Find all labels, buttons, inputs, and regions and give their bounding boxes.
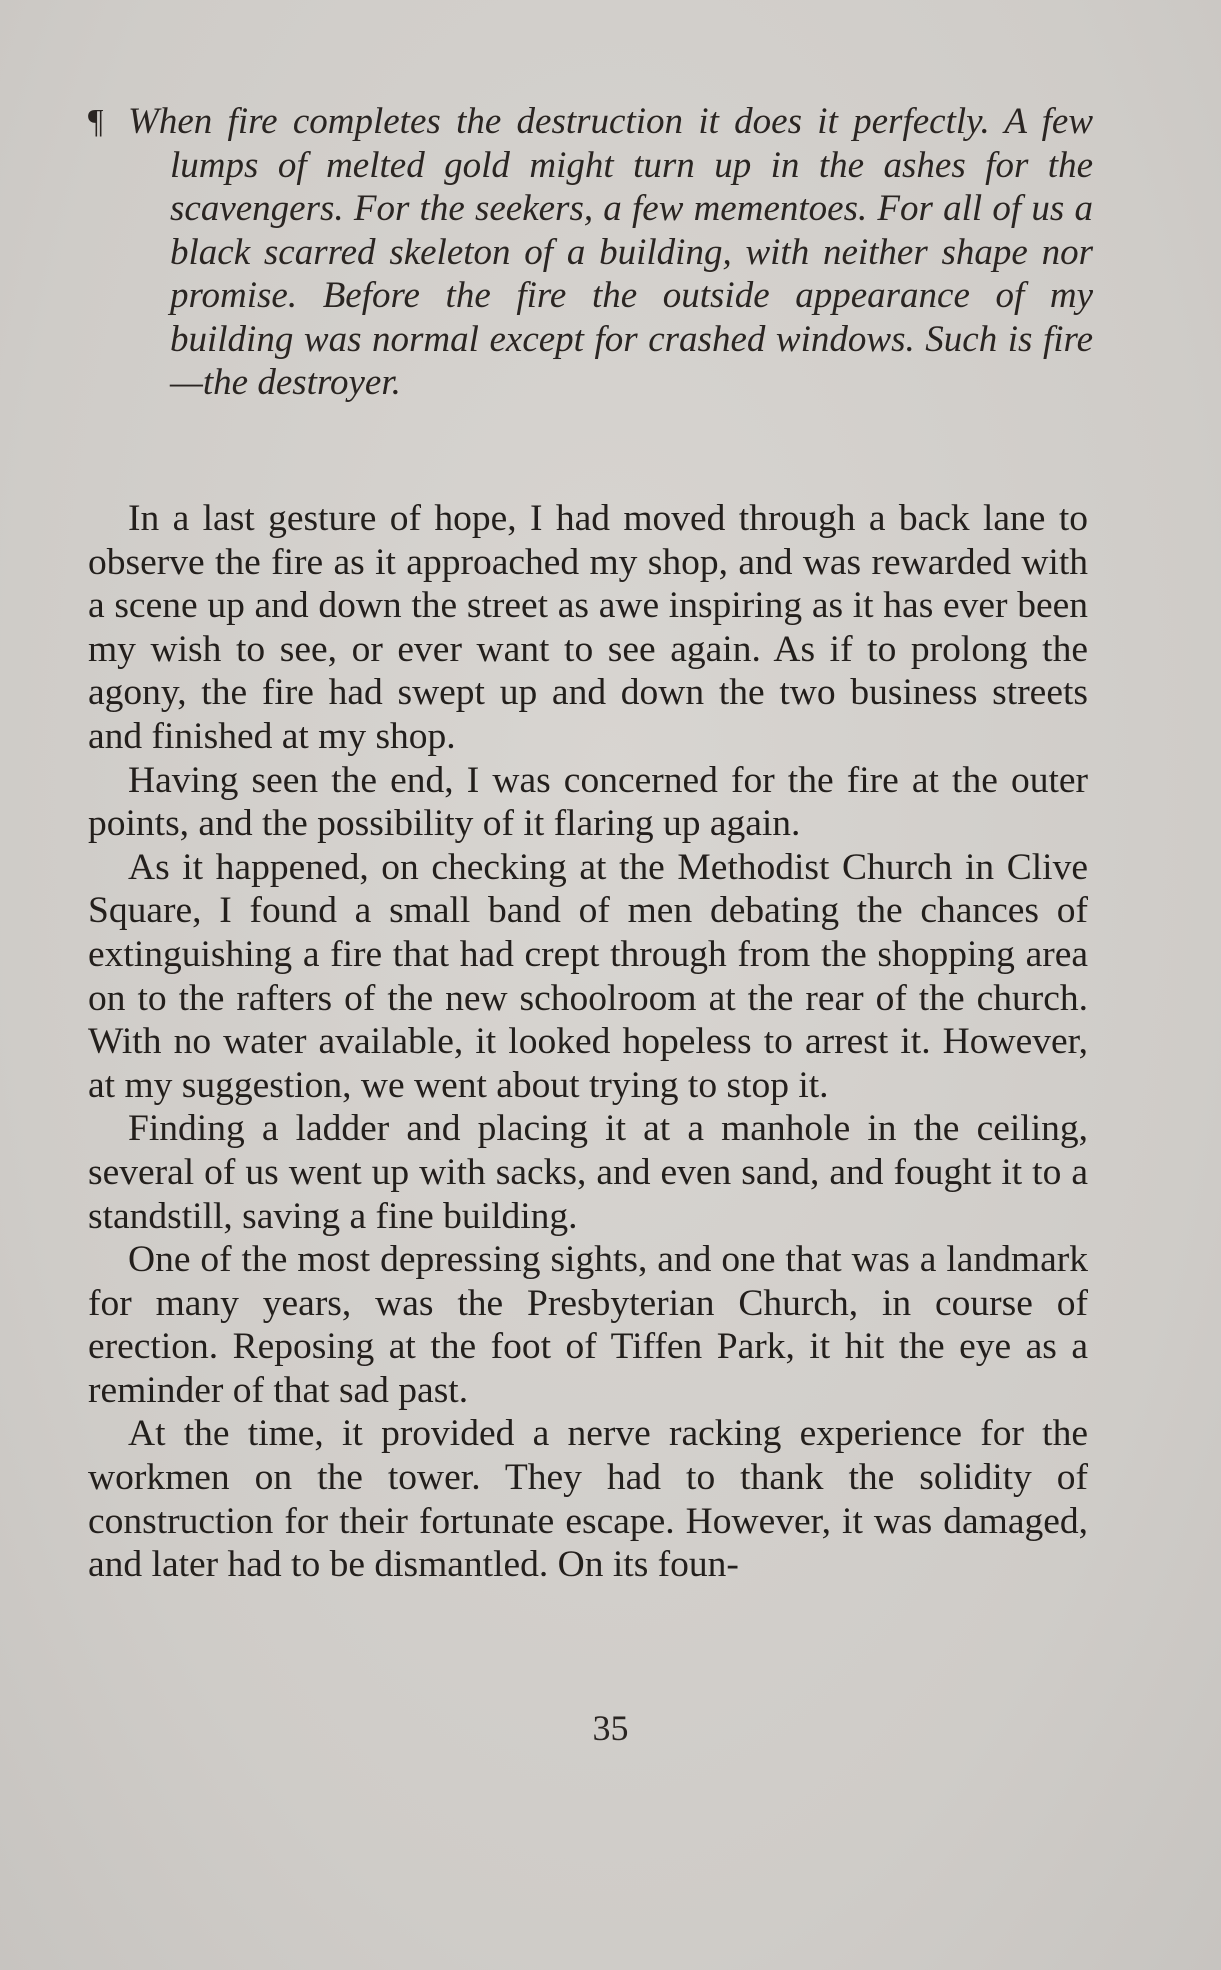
body-text — [88, 497, 1088, 1587]
paragraph-ladder: Finding a ladder and placing it at a manhole in the ceiling, several of us went up with sacks, and even sand, and fought it to a standstill, saving a fine building. — [88, 1108, 1088, 1237]
quote-text: When fire completes the destruction it does it perfectly. A few lumps of melted gold might turn up in the ashes for the scavengers. For the seekers, a few mementoes. For all of us a black scarred skeleton of a building, with neither shape nor promise. Before the fire the outside appearance of my building was normal except for crashed windows. Such is fire—the destroyer. — [128, 101, 1093, 403]
italic-quote-block — [88, 100, 1093, 405]
pilcrow-icon: ¶ — [88, 103, 104, 140]
paragraph-methodist-church: As it happened, on checking at the Methodist Church in Clive Square, I found a small band of men debating the chances of extinguishing a fire that had crept through from the shopping area on to the rafters of the new schoolroom at the rear of the church. With no water available, it looked hopeless to arrest it. However, at my suggestion, we went about trying to stop it. — [88, 846, 1088, 1106]
paragraph-back-lane: In a last gesture of hope, I had moved through a back lane to observe the fire as it approached my shop, and was rewarded with a scene up and down the street as awe inspiring as it has ever been my wish to see, or ever want to see again. As if to prolong the agony, the fire had swept up and down the two business streets and finished at my shop. — [88, 498, 1088, 757]
paragraph-seen-the-end: Having seen the end, I was concerned for the fire at the outer points, and the possibility of it flaring up again. — [88, 759, 1088, 845]
paragraph-tower: At the time, it provided a nerve racking experience for the workmen on the tower. They had to thank the solidity of construction for their fortunate escape. However, it was damaged, and later had to be dismantled. On its foun- — [88, 1413, 1088, 1586]
page-number: 35 — [592, 1708, 629, 1748]
paragraph-presbyterian-church: One of the most depressing sights, and one that was a landmark for many years, was the Presbyterian Church, in course of erection. Reposing at the foot of Tiffen Park, it hit the eye as a reminder of that sad past. — [88, 1239, 1088, 1411]
